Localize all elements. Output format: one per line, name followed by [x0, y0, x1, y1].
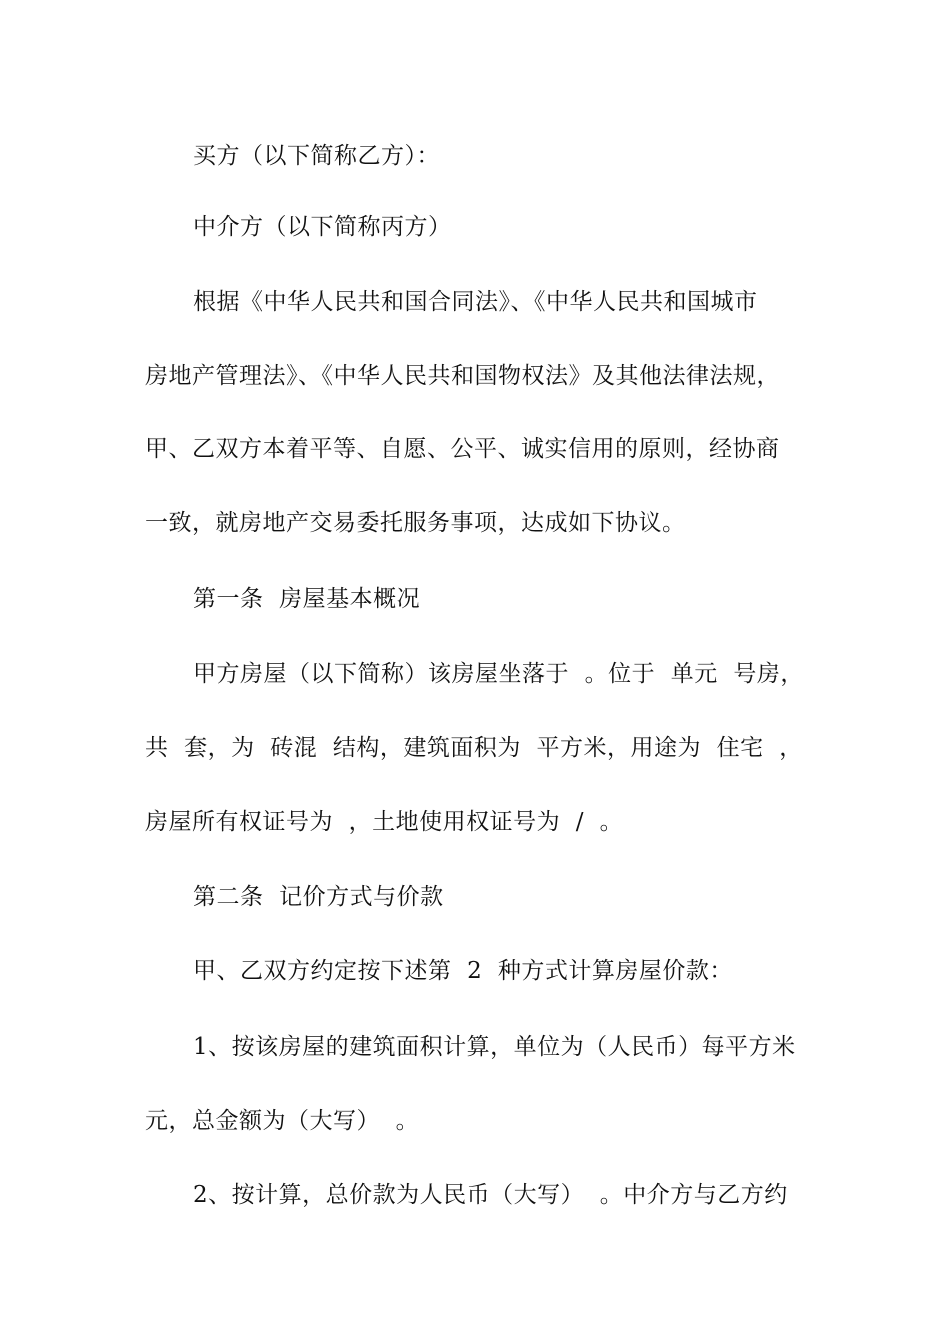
paragraph-line: 甲、乙双方本着平等、自愿、公平、诚实信用的原则，经协商	[145, 436, 780, 462]
paragraph-line: 甲方房屋（以下简称）该房屋坐落于 。位于 单元 号房，	[193, 661, 804, 687]
article-2-heading: 第二条 记价方式与价款	[193, 884, 444, 910]
paragraph-line: 元，总金额为（大写） 。	[145, 1108, 420, 1134]
paragraph-line: 一致，就房地产交易委托服务事项，达成如下协议。	[145, 510, 686, 536]
paragraph-line: 甲、乙双方约定按下述第 2 种方式计算房屋价款：	[193, 958, 733, 984]
paragraph-line: 根据《中华人民共和国合同法》、《中华人民共和国城市	[193, 289, 758, 315]
buyer-line: 买方（以下简称乙方）：	[193, 143, 440, 169]
paragraph-line: 房屋所有权证号为 ，土地使用权证号为 / 。	[145, 809, 624, 835]
intermediary-line: 中介方（以下简称丙方）	[193, 214, 452, 240]
paragraph-line: 共 套，为 砖混 结构，建筑面积为 平方米，用途为 住宅 ，	[145, 735, 803, 761]
paragraph-line: 房地产管理法》、《中华人民共和国物权法》及其他法律法规，	[145, 363, 780, 389]
article-1-heading: 第一条 房屋基本概况	[193, 586, 421, 612]
paragraph-line: 1、按该房屋的建筑面积计算，单位为（人民币）每平方米	[193, 1034, 796, 1060]
paragraph-line: 2、按计算，总价款为人民币（大写） 。中介方与乙方约	[193, 1182, 788, 1208]
